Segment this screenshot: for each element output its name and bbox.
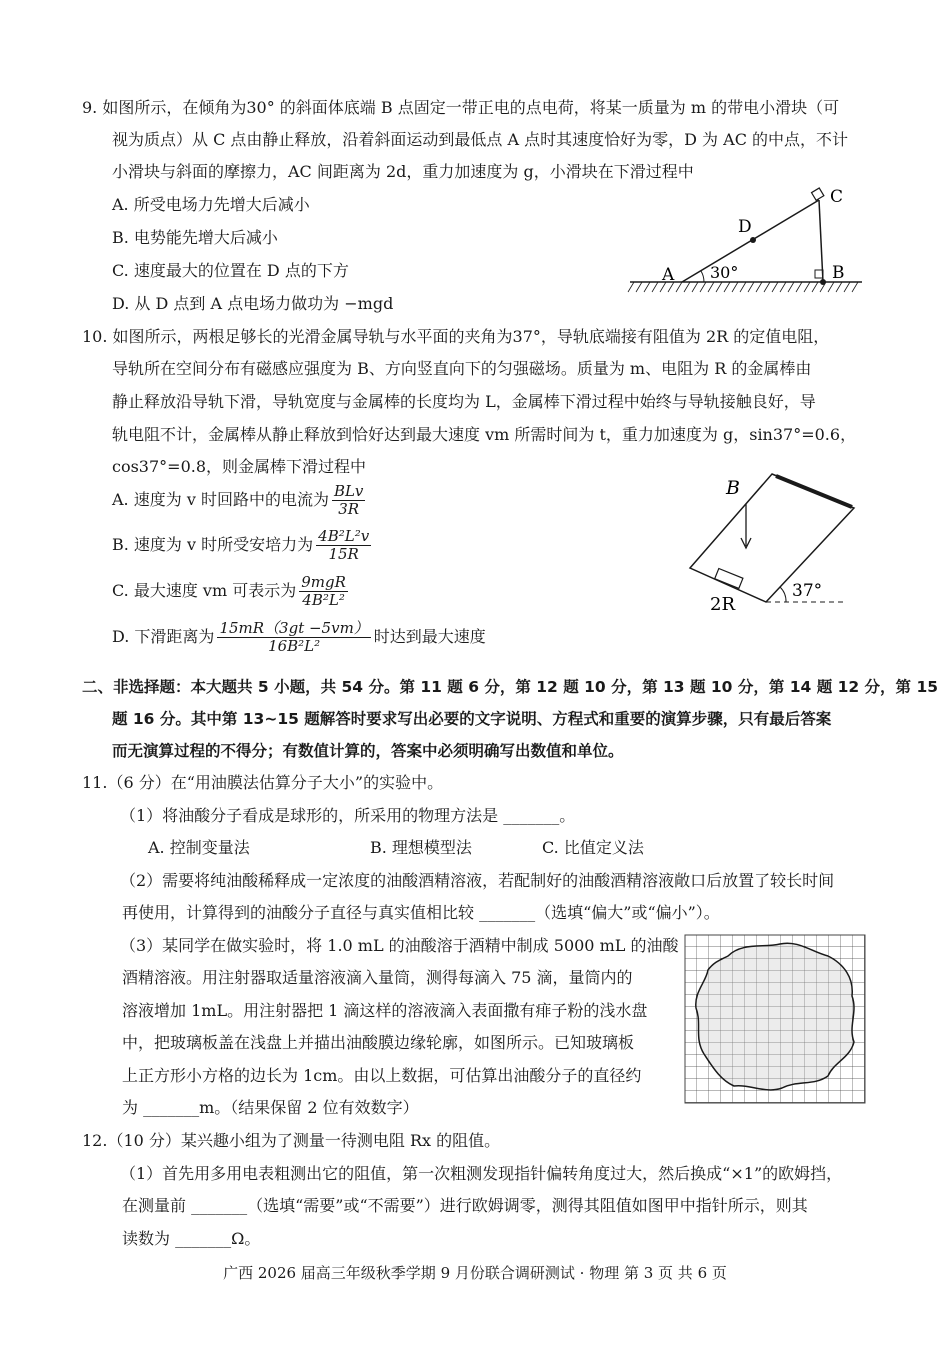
q9-option-d: D. 从 D 点到 A 点电场力做功为 −mgd xyxy=(112,294,394,313)
page-footer: 广西 2026 届高三年级秋季学期 9 月份联合调研测试 · 物理 第 3 页 共 6 页 xyxy=(223,1264,727,1282)
q11-p3-line-1: （3）某同学在做实验时，将 1.0 mL 的油酸溶于酒精中制成 5000 mL 的油酸 xyxy=(120,936,679,955)
q10-line-5: cos37°=0.8，则金属棒下滑过程中 xyxy=(112,457,367,476)
q11-p3-line-4: 中，把玻璃板盖在浅盘上并描出油酸膜边缘轮廓，如图所示。已知玻璃板 xyxy=(122,1033,635,1052)
q9-label-d: D xyxy=(738,217,752,237)
q11-p1: （1）将油酸分子看成是球形的，所采用的物理方法是 _______。 xyxy=(120,806,576,825)
q9-line-2: 视为质点）从 C 点由静止释放，沿着斜面运动到最低点 A 点时其速度恰好为零，D 为 AC 的中点，不计 xyxy=(112,130,849,149)
q11-title: 11.（6 分）在“用油膜法估算分子大小”的实验中。 xyxy=(82,773,444,792)
q10-option-d: D. 下滑距离为 $\frac{15mR(3gt -5vm)}{\text{16B²L²}}$ 时达到最大速度 xyxy=(112,619,486,655)
q11-p1-option-c: C. 比值定义法 xyxy=(542,838,644,857)
q9-label-a: A xyxy=(662,265,675,285)
q9-angle-label: 30° xyxy=(710,263,739,282)
q9-label-b: B xyxy=(832,263,845,283)
q10-angle-label: 37° xyxy=(792,581,823,601)
q9-option-a: A. 所受电场力先增大后减小 xyxy=(112,195,310,214)
q9-option-b: B. 电势能先增大后减小 xyxy=(112,228,278,247)
q10-label-2r: 2R xyxy=(710,594,736,615)
q10-option-b: B. 速度为 v 时所受安培力为 $\frac{\text{4B²L²v}}{15R}$ xyxy=(112,527,370,563)
q11-p3-line-6: 为 _______m。（结果保留 2 位有效数字） xyxy=(122,1098,419,1117)
q9-option-c: C. 速度最大的位置在 D 点的下方 xyxy=(112,261,349,280)
q10-rails-figure xyxy=(684,470,860,616)
q10-line-2: 导轨所在空间分布有磁感应强度为 B、方向竖直向下的匀强磁场。质量为 m、电阻为 R 的金属棒由 xyxy=(112,359,812,378)
q9-line-3: 小滑块与斜面的摩擦力，AC 间距离为 2d，重力加速度为 g，小滑块在下滑过程中 xyxy=(112,162,694,181)
q10-line-3: 静止释放沿导轨下滑，导轨宽度与金属棒的长度均为 L，金属棒下滑过程中始终与导轨接触良好，导 xyxy=(112,392,816,411)
q12-p1-line-2: 在测量前 _______（选填“需要”或“不需要”）进行欧姆调零，测得其阻值如图甲中指针所示，则其 xyxy=(122,1196,808,1215)
q11-oil-film-grid xyxy=(684,934,866,1104)
section2-line-3: 而无演算过程的不得分；有数值计算的，答案中必须明确写出数值和单位。 xyxy=(112,742,624,760)
q10-label-b: B xyxy=(726,477,740,499)
q12-title: 12.（10 分）某兴趣小组为了测量一待测电阻 Rx 的阻值。 xyxy=(82,1131,501,1150)
q12-p1-line-1: （1）首先用多用电表粗测出它的阻值，第一次粗测发现指针偏转角度过大，然后换成“×1”的欧姆挡， xyxy=(120,1164,843,1183)
q9-incline-figure xyxy=(626,182,866,300)
q10-option-a: A. 速度为 v 时回路中的电流为 $\frac{\text{BLv}}{3R}$ xyxy=(112,482,364,518)
section2-line-1: 二、非选择题：本大题共 5 小题，共 54 分。第 11 题 6 分，第 12 题 10 分，第 13 题 10 分，第 14 题 12 分，第 15 xyxy=(82,678,939,696)
section2-line-2: 题 16 分。其中第 13~15 题解答时要求写出必要的文字说明、方程式和重要的演算步骤，只有最后答案 xyxy=(112,710,832,728)
q11-p3-line-2: 酒精溶液。用注射器取适量溶液滴入量筒，测得每滴入 75 滴，量筒内的 xyxy=(122,968,633,987)
q11-p3-line-3: 溶液增加 1mL。用注射器把 1 滴这样的溶液滴入表面撒有痱子粉的浅水盘 xyxy=(122,1001,648,1020)
q11-p2-line-1: （2）需要将纯油酸稀释成一定浓度的油酸酒精溶液，若配制好的油酸酒精溶液敞口后放置了较长时间 xyxy=(120,871,835,890)
q10-line-4: 轨电阻不计，金属棒从静止释放到恰好达到最大速度 vm 所需时间为 t，重力加速度为 g，sin37°=0.6， xyxy=(112,425,857,444)
q10-line-1: 10. 如图所示，两根足够长的光滑金属导轨与水平面的夹角为37°，导轨底端接有阻值为 2R 的定值电阻， xyxy=(82,327,830,346)
q11-p1-option-b: B. 理想模型法 xyxy=(370,838,472,857)
q11-p1-option-a: A. 控制变量法 xyxy=(148,838,250,857)
q9-label-c: C xyxy=(830,187,844,207)
q12-p1-line-3: 读数为 _______Ω。 xyxy=(122,1229,261,1248)
q9-line-1: 9. 如图所示，在倾角为30° 的斜面体底端 B 点固定一带正电的点电荷，将某一质量为 m 的带电小滑块（可 xyxy=(82,98,840,117)
q10-option-c: C. 最大速度 vm 可表示为 $\frac{\text{9mgR}}{\text{4B²L²}}$ xyxy=(112,573,346,609)
q11-p3-line-5: 上正方形小方格的边长为 1cm。由以上数据，可估算出油酸分子的直径约 xyxy=(122,1066,642,1085)
q11-p2-line-2: 再使用，计算得到的油酸分子直径与真实值相比较 _______（选填“偏大”或“偏小”）。 xyxy=(122,903,720,922)
